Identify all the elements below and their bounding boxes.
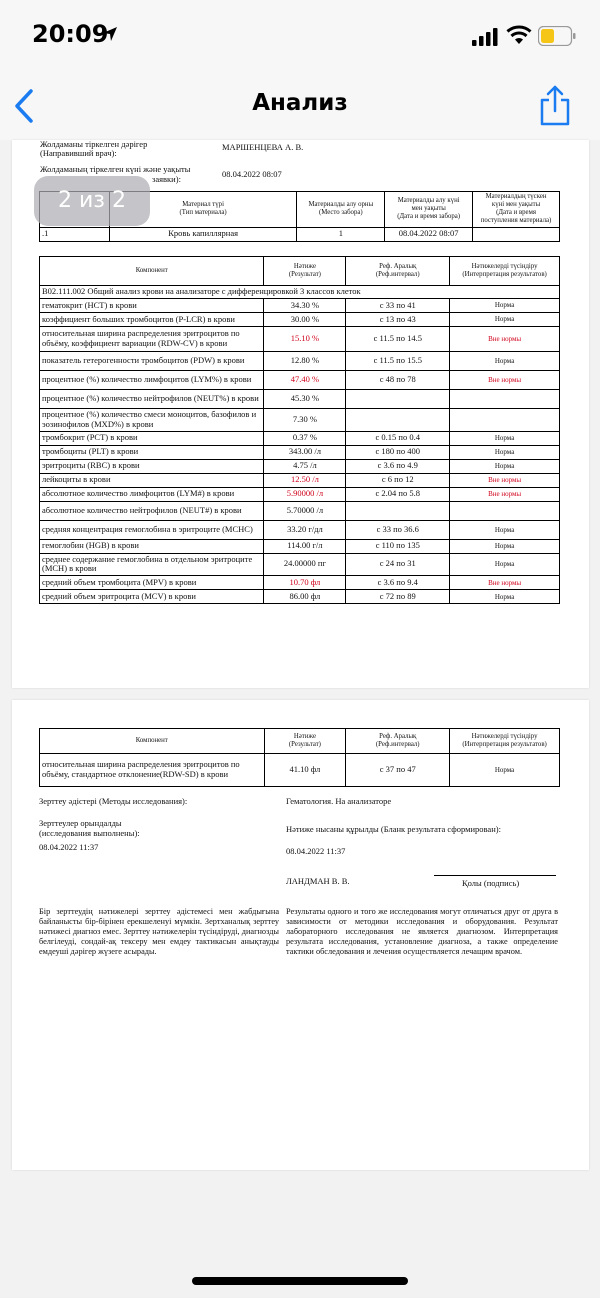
share-icon[interactable] xyxy=(538,84,572,126)
table-row xyxy=(40,431,560,445)
doctor-label-kz: Жолдаманы тіркелген дәрігер xyxy=(40,139,148,149)
result-interp: Норма xyxy=(450,352,560,371)
result-interp: Норма xyxy=(450,313,560,327)
result-ref: с 2.04 по 5.8 xyxy=(346,487,450,501)
result-value: 12.80 % xyxy=(264,352,346,371)
result-value: 4.75 /л xyxy=(264,459,346,473)
result-interp: Норма xyxy=(450,520,560,539)
table-row xyxy=(40,487,560,501)
status-bar xyxy=(0,0,600,72)
status-time: 20:09 xyxy=(32,20,109,48)
nav-bar xyxy=(0,72,600,140)
result-ref: с 11.5 по 15.5 xyxy=(346,352,450,371)
results-header-component: Компонент xyxy=(40,257,264,286)
result-interp: Норма xyxy=(450,445,560,459)
result-interp xyxy=(450,390,560,409)
table-row xyxy=(40,390,560,409)
result-ref: с 11.5 по 14.5 xyxy=(346,327,450,352)
results-header-interp: Нәтижелерді түсіндіру (Интерпретация результатов) xyxy=(450,729,560,754)
result-value: 45.30 % xyxy=(264,390,346,409)
result-interp: Вне нормы xyxy=(450,576,560,590)
date-label-kz: Жолдаманың тіркелген күні және уақыты xyxy=(40,164,191,174)
result-name: гематокрит (HCT) в крови xyxy=(40,299,264,313)
result-value: 34.30 % xyxy=(264,299,346,313)
performed-date: 08.04.2022 11:37 xyxy=(39,842,99,852)
result-name: средний объем эритроцита (MCV) в крови xyxy=(40,590,264,604)
sample-header-4: Материалдың түскен күні мен уақыты (Дата и время поступления материала) xyxy=(473,192,560,228)
results-header-interp: Нәтижелерді түсіндіру (Интерпретация результатов) xyxy=(450,257,560,286)
result-name: лейкоциты в крови xyxy=(40,473,264,487)
result-interp: Норма xyxy=(450,754,560,787)
result-value: 10.70 фл xyxy=(264,576,346,590)
result-value: 12.50 /л xyxy=(264,473,346,487)
doctor-value: МАРШЕНЦЕВА А. В. xyxy=(222,142,304,152)
result-ref: с 110 по 135 xyxy=(346,539,450,553)
sample-cell: Кровь капиллярная xyxy=(109,227,297,241)
wifi-icon xyxy=(506,24,532,46)
table-row xyxy=(40,501,560,520)
result-value: 47.40 % xyxy=(264,371,346,390)
result-value: 15.10 % xyxy=(264,327,346,352)
document-page-2 xyxy=(12,700,589,1170)
result-ref: с 6 по 12 xyxy=(346,473,450,487)
table-row xyxy=(40,553,560,576)
result-ref xyxy=(346,390,450,409)
result-name: показатель гетерогенности тромбоцитов (PDW) в крови xyxy=(40,352,264,371)
performed-label: Зерттеулер орындалды (исследования выполнены): xyxy=(39,818,140,838)
result-ref: с 24 по 31 xyxy=(346,553,450,576)
results-table xyxy=(39,256,560,604)
table-row xyxy=(40,576,560,590)
sample-header-3: Материалды алу күні мен уақыты (Дата и время забора) xyxy=(385,192,473,228)
result-interp: Вне нормы xyxy=(450,473,560,487)
result-ref xyxy=(346,409,450,432)
page-indicator-badge: 2 из 2 xyxy=(34,176,150,226)
result-name: процентное (%) количество смеси моноцитов, базофилов и эозинофилов (MXD%) в крови xyxy=(40,409,264,432)
result-name: относительная ширина распределения эритроцитов по объёму, коэффициент вариации (RDW-CV) в крови xyxy=(40,327,264,352)
result-interp: Норма xyxy=(450,553,560,576)
result-interp: Вне нормы xyxy=(450,487,560,501)
battery-icon xyxy=(538,26,576,46)
result-name: процентное (%) количество нейтрофилов (NEUT%) в крови xyxy=(40,390,264,409)
result-value: 114.00 г/л xyxy=(264,539,346,553)
result-ref: с 3.6 по 9.4 xyxy=(346,576,450,590)
result-ref: с 13 по 43 xyxy=(346,313,450,327)
table-row xyxy=(40,313,560,327)
result-ref: с 72 по 89 xyxy=(346,590,450,604)
sample-cell: 08.04.2022 08:07 xyxy=(385,227,473,241)
signature-line xyxy=(434,875,556,876)
result-name: относительная ширина распределения эритроцитов по объёму, стандартное отклонение(RDW-SD) в крови xyxy=(40,754,265,787)
formed-date: 08.04.2022 11:37 xyxy=(286,846,346,856)
result-ref: с 33 по 36.6 xyxy=(346,520,450,539)
table-row xyxy=(40,371,560,390)
result-interp: Вне нормы xyxy=(450,371,560,390)
table-row xyxy=(40,590,560,604)
results-table-2 xyxy=(39,728,560,787)
result-value: 86.00 фл xyxy=(264,590,346,604)
date-value: 08.04.2022 08:07 xyxy=(222,169,282,179)
result-ref: с 180 по 400 xyxy=(346,445,450,459)
disclaimer-ru: Результаты одного и того же исследования могут отличаться друг от друга в зависимости от методики исследования и оборудования. Результат лабораторного исследования не является диагнозом. Интерпретация результата исследования, установление диагноза, а также определение тактики обследования и лечения осуществляется лечащим врачом. xyxy=(286,907,558,956)
cellular-signal-icon xyxy=(472,28,498,46)
result-name: абсолютное количество нейтрофилов (NEUT#) в крови xyxy=(40,501,264,520)
result-ref xyxy=(346,501,450,520)
table-row xyxy=(40,299,560,313)
result-ref: с 37 по 47 xyxy=(346,754,450,787)
location-arrow-icon xyxy=(101,25,119,43)
result-value: 24.00000 пг xyxy=(264,553,346,576)
sample-header-1: Материал түрі (Тип материала) xyxy=(109,192,297,228)
sample-header-2: Материалды алу орны (Место забора) xyxy=(297,192,385,228)
section-title: B02.111.002 Общий анализ крови на анализаторе с дифференцировкой 3 классов клеток xyxy=(40,286,560,299)
doctor-name: ЛАНДМАН В. В. xyxy=(286,876,350,886)
result-ref: с 48 по 78 xyxy=(346,371,450,390)
result-value: 41.10 фл xyxy=(264,754,346,787)
signature-label: Қолы (подпись) xyxy=(462,878,520,888)
result-value: 33.20 г/дл xyxy=(264,520,346,539)
sample-cell xyxy=(473,227,560,241)
home-indicator[interactable] xyxy=(192,1277,408,1285)
result-interp: Норма xyxy=(450,431,560,445)
method-value: Гематология. На анализаторе xyxy=(286,796,392,806)
results-header-component: Компонент xyxy=(40,729,265,754)
result-interp: Норма xyxy=(450,539,560,553)
result-value: 5.90000 /л xyxy=(264,487,346,501)
result-name: тромбокрит (PCT) в крови xyxy=(40,431,264,445)
result-name: тромбоциты (PLT) в крови xyxy=(40,445,264,459)
results-body xyxy=(40,299,560,604)
formed-label: Нәтиже нысаны құрылды (Бланк результата сформирован): xyxy=(286,824,501,834)
method-label: Зерттеу әдістері (Методы исследования): xyxy=(39,796,188,806)
table-row xyxy=(40,473,560,487)
result-value: 0.37 % xyxy=(264,431,346,445)
results-header-ref: Реф. Аралық (Реф.интервал) xyxy=(346,257,450,286)
table-row xyxy=(40,327,560,352)
result-name: среднее содержание гемоглобина в отдельном эритроците (MCH) в крови xyxy=(40,553,264,576)
sample-cell: .1 xyxy=(40,227,110,241)
table-row xyxy=(40,445,560,459)
result-name: эритроциты (RBC) в крови xyxy=(40,459,264,473)
result-name: процентное (%) количество лимфоцитов (LYM%) в крови xyxy=(40,371,264,390)
page-title: Анализ xyxy=(252,90,348,116)
result-value: 5.70000 /л xyxy=(264,501,346,520)
table-row xyxy=(40,539,560,553)
table-row xyxy=(40,520,560,539)
result-interp: Норма xyxy=(450,459,560,473)
disclaimer-kz: Бір зерттеудің нәтижелері зерттеу әдістемесі мен жабдығына байланысты бір-бірінен ерекшеленуі мүмкін. Зертханалық зерттеу нәтижесі диагноз емес. Зерттеу нәтижелерін түсіндіруді, диагнозды белгілеуді, сондай-ақ тексеру мен емдеу тактикасын анықтауды емдеуші дәрігер жүзеге асырады. xyxy=(39,907,279,956)
results-header-ref: Реф. Аралық (Реф.интервал) xyxy=(346,729,450,754)
table-row xyxy=(40,352,560,371)
table-row xyxy=(40,459,560,473)
doctor-label-ru: (Направивший врач): xyxy=(40,148,117,158)
result-name: абсолютное количество лимфоцитов (LYM#) в крови xyxy=(40,487,264,501)
result-ref: с 33 по 41 xyxy=(346,299,450,313)
result-value: 7.30 % xyxy=(264,409,346,432)
result-name: средняя концентрация гемоглобина в эритроците (MCHC) xyxy=(40,520,264,539)
result-ref: с 3.6 по 4.9 xyxy=(346,459,450,473)
result-interp: Норма xyxy=(450,299,560,313)
result-name: гемоглобин (HGB) в крови xyxy=(40,539,264,553)
results-header-result: Нәтиже (Результат) xyxy=(264,729,346,754)
sample-cell: 1 xyxy=(297,227,385,241)
table-row xyxy=(40,409,560,432)
result-name: коэффициент больших тромбоцитов (P-LCR) в крови xyxy=(40,313,264,327)
result-interp: Вне нормы xyxy=(450,327,560,352)
result-name: средний объем тромбоцита (MPV) в крови xyxy=(40,576,264,590)
result-value: 343.00 /л xyxy=(264,445,346,459)
result-interp xyxy=(450,409,560,432)
result-interp: Норма xyxy=(450,590,560,604)
date-label-ru: заявки): xyxy=(152,174,181,184)
result-value: 30.00 % xyxy=(264,313,346,327)
result-interp xyxy=(450,501,560,520)
table-row xyxy=(40,754,560,787)
result-ref: с 0.15 по 0.4 xyxy=(346,431,450,445)
results-header-result: Нәтиже (Результат) xyxy=(264,257,346,286)
